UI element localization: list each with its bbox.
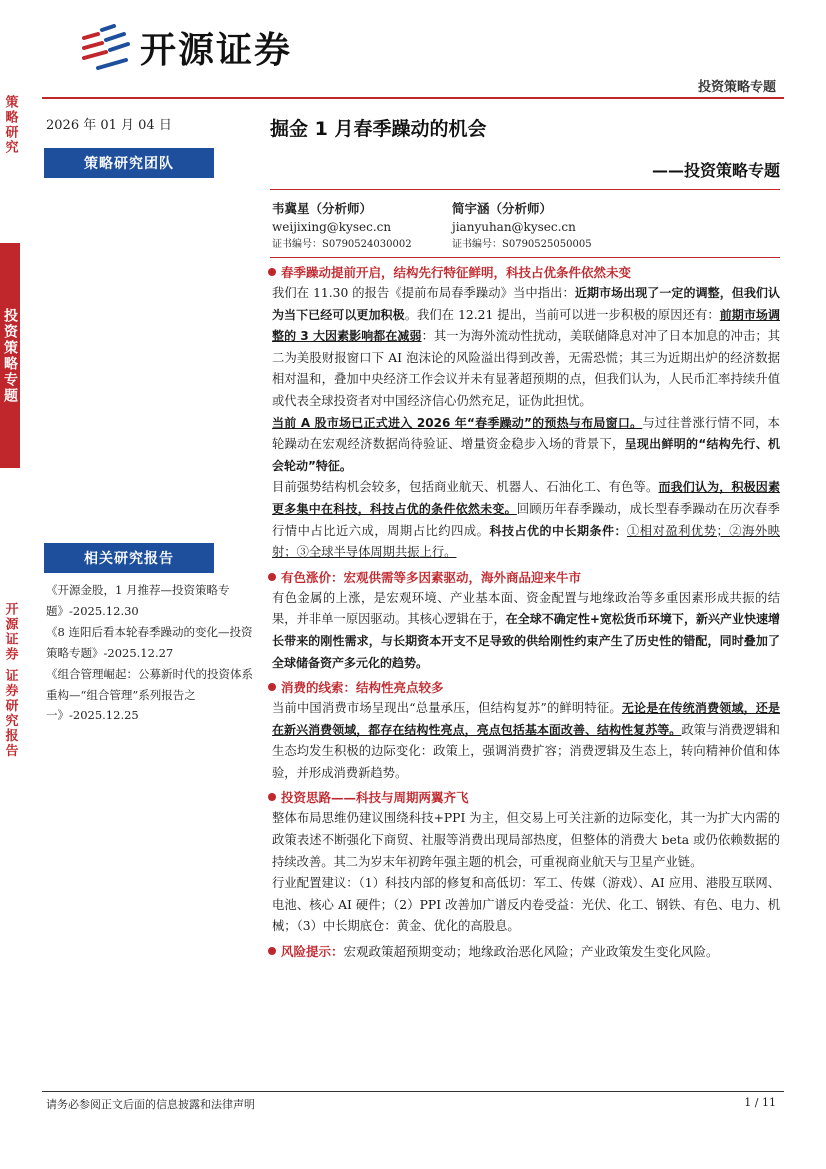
analyst-name: 简宇涵（分析师） (452, 201, 553, 216)
body-paragraph: 当前中国消费市场呈现出“总量承压，但结构复苏”的鲜明特征。无论是在传统消费领域，还是在新兴消费领域，都存在结构性亮点，亮点包括基本面改善、结构性复苏等。政策与消费逻辑和生态均发生积极的边际变化：政策上，强调消费扩容；消费逻辑及生态上，转向精神价值和体验，并形成消费新趋势。 (272, 701, 780, 780)
analyst-email[interactable]: jianyuhan@kysec.cn (452, 220, 576, 234)
related-report-item[interactable]: 《组合管理崛起：公募新时代的投资体系重构—“组合管理”系列报告之一》-2025.12.25 (46, 667, 253, 722)
logo-text: 开源证券 (140, 30, 293, 71)
related-reports-label: 相关研究报告 (44, 543, 214, 573)
section-heading: 投资思路——科技与周期两翼齐飞 (268, 787, 780, 808)
section-heading: 消费的线索：结构性亮点较多 (268, 677, 780, 698)
body-paragraph: 目前强势结构机会较多，包括商业航天、机器人、石油化工、有色等。而我们认为，积极因素更多集中在科技，科技占优的条件依然未变。回顾历年春季躁动，成长型春季躁动在历次春季行情中占比近六成，周期占比约四成。科技占优的中长期条件：①相对盈利优势；②海外映射；③全球半导体周期共振上行。 (272, 480, 780, 560)
analyst-card (452, 200, 592, 254)
related-report-item[interactable]: 《开源金股，1 月推荐—投资策略专题》-2025.12.30 (46, 583, 230, 618)
footer-disclaimer: 请务必参阅正文后面的信息披露和法律声明 (46, 1098, 255, 1111)
bullet-icon (268, 793, 276, 801)
body-paragraph: 行业配置建议：（1）科技内部的修复和高低切：军工、传媒（游戏）、AI 应用、港股互联网、电池、核心 AI 硬件；（2）PPI 改善加广谱反内卷受益：光伏、化工、钢铁、有色、电力、机械；（3）中长期底仓：黄金、优化的高股息。 (272, 876, 780, 934)
logo-mark-icon (80, 24, 132, 72)
analyst-card (272, 200, 412, 254)
section-heading: 有色涨价：宏观供需等多因素驱动，海外商品迎来牛市 (268, 567, 780, 588)
header-divider (42, 97, 784, 99)
header-tag: 投资策略专题 (697, 80, 776, 95)
risk-text: 宏观政策超预期变动；地缘政治恶化风险；产业政策发生变化风险。 (343, 944, 719, 960)
analyst-divider (270, 257, 780, 258)
side-tab-report-type: 投资策略专题 (0, 243, 20, 468)
bullet-icon (268, 268, 276, 276)
section-heading: 风险提示：宏观政策超预期变动；地缘政治恶化风险；产业政策发生变化风险。 (268, 941, 780, 962)
analyst-email[interactable]: weijixing@kysec.cn (272, 220, 392, 234)
footer-divider (42, 1091, 784, 1092)
body-paragraph: 当前 A 股市场已正式进入 2026 年“春季躁动”的预热与布局窗口。与过往普涨行情不同，本轮躁动在宏观经济数据尚待验证、增量资金稳步入场的背景下，呈现出鲜明的“结构先行、机会轮动”特征。 (272, 415, 780, 473)
bullet-icon (268, 947, 276, 955)
bullet-icon (268, 573, 276, 581)
body-paragraph: 有色金属的上涨，是宏观环境、产业基本面、资金配置与地缘政治等多重因素形成共振的结果，并非单一原因驱动。其核心逻辑在于，在全球不确定性+宽松货币环境下，新兴产业快速增长带来的刚性需求，与长期资本开支不足导致的供给刚性约束产生了历史性的错配，同时叠加了全球储备资产多元化的趋势。 (272, 590, 780, 670)
analyst-name: 韦冀星（分析师） (272, 201, 373, 216)
side-tab-brand: 开源证券 证券研究报告 (0, 590, 20, 770)
company-logo (80, 22, 292, 73)
side-tab-strategy-research: 策略研究 (0, 90, 20, 160)
analyst-cert: 证书编号：S0790525050005 (452, 239, 592, 250)
related-report-item[interactable]: 《8 连阳后看本轮春季躁动的变化—投资策略专题》-2025.12.27 (46, 625, 253, 660)
team-label: 策略研究团队 (44, 148, 214, 178)
bullet-icon (268, 683, 276, 691)
report-body (272, 262, 780, 962)
analyst-cert: 证书编号：S0790524030002 (272, 239, 412, 250)
body-paragraph: 我们在 11.30 的报告《提前布局春季躁动》当中指出：近期市场出现了一定的调整，但我们认为当下已经可以更加积极。我们在 12.21 提出，当前可以进一步积极的原因还有：前期市场调整的 3 大因素影响都在减弱：其一为海外流动性扰动，美联储降息对冲了日本加息的冲击；其二为美股财报窗口下 AI 泡沫论的风险溢出得到改善，无需恐慌；其三为近期出炉的经济数据相对温和，叠加中央经济工作会议并未有显著超预期的点，但我们认为，人民币汇率持续升值或代表全球投资者对中国经济信心仍然充足，证伪此担忧。 (272, 286, 780, 408)
body-paragraph: 整体布局思维仍建议围绕科技+PPI 为主，但交易上可关注新的边际变化，其一为扩大内需的政策表述不断强化下商贸、社服等消费出现局部热度，但整体的消费大 beta 或仍依赖数据的持续改善。其二为岁末年初跨年强主题的机会，可重视商业航天与卫星产业链。 (272, 811, 780, 869)
report-subtitle: ——投资策略专题 (651, 161, 780, 180)
report-title: 掘金 1 月春季躁动的机会 (270, 118, 487, 140)
report-date: 2026 年 01 月 04 日 (46, 118, 172, 133)
section-heading: 春季躁动提前开启，结构先行特征鲜明，科技占优条件依然未变 (268, 262, 780, 283)
page-number: 1 / 11 (744, 1096, 776, 1109)
title-divider (270, 189, 780, 190)
related-reports-list (46, 580, 258, 727)
